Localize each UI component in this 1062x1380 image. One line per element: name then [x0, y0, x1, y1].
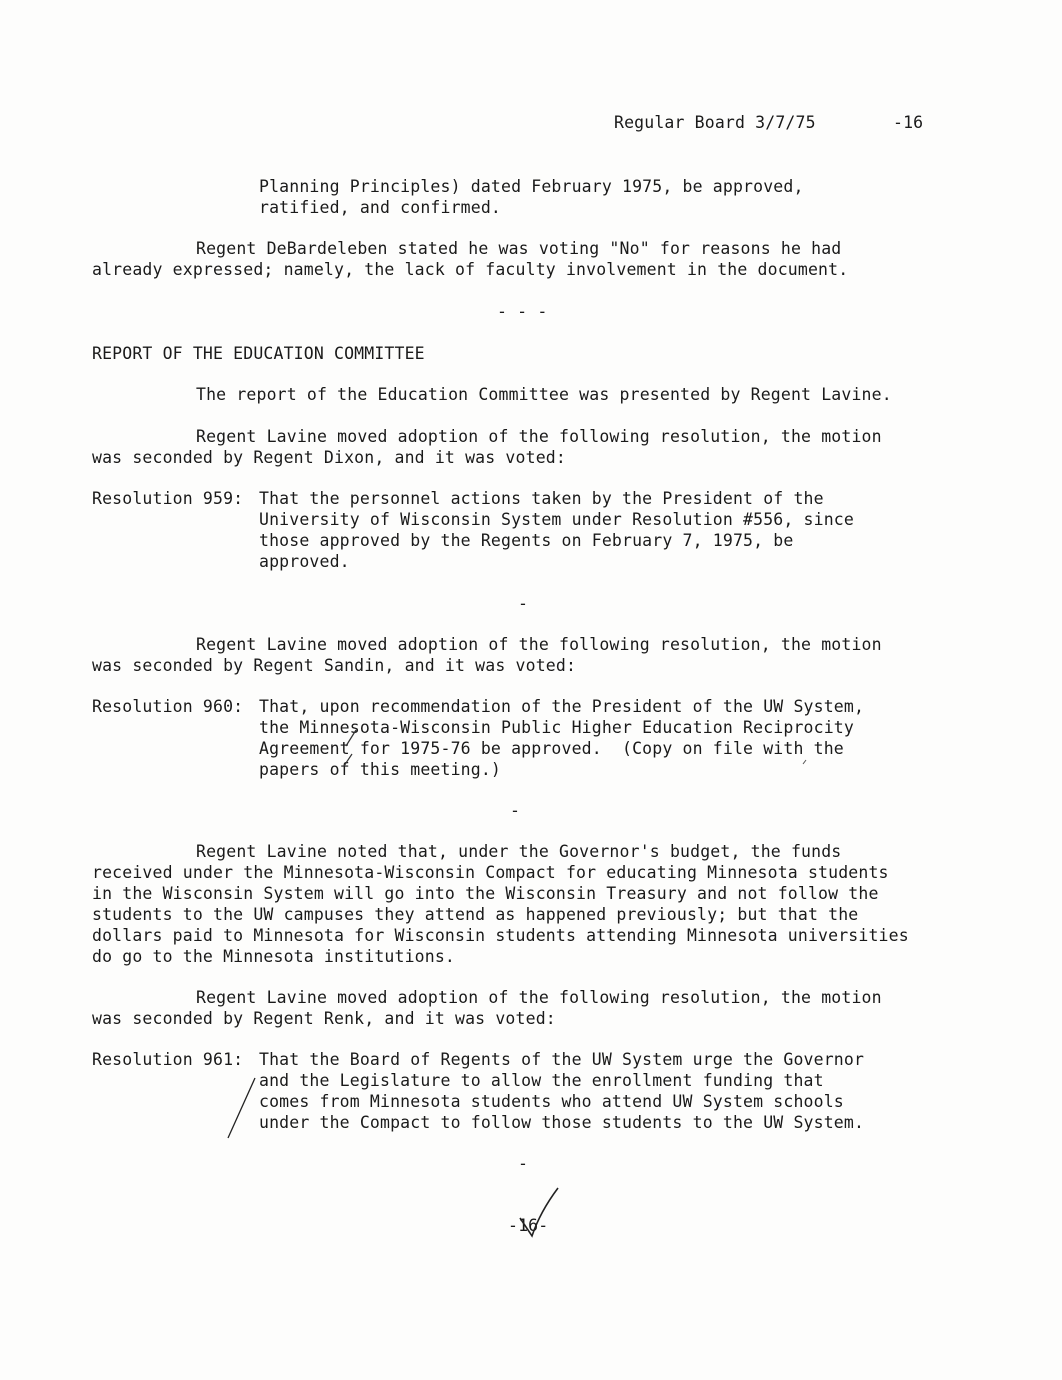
- footer-page-number: -16-: [508, 1216, 549, 1235]
- paragraph-line: Regent Lavine moved adoption of the following resolution, the motion: [196, 988, 882, 1007]
- resolution-line: University of Wisconsin System under Resolution #556, since: [259, 510, 854, 529]
- paragraph-line: do go to the Minnesota institutions.: [92, 947, 456, 966]
- paragraph-line: Regent DeBardeleben stated he was voting "No" for reasons he had: [196, 239, 842, 258]
- paragraph-line: dollars paid to Minnesota for Wisconsin students attending Minnesota universities: [92, 926, 909, 945]
- resolution-line: That the personnel actions taken by the President of the: [259, 489, 824, 508]
- carryover-line: Planning Principles) dated February 1975, be approved,: [259, 177, 804, 196]
- resolution-label: Resolution 961:: [92, 1050, 244, 1069]
- section-divider: - - -: [497, 302, 548, 321]
- paragraph-line: students to the UW campuses they attend as happened previously; but that the: [92, 905, 859, 924]
- section-heading: REPORT OF THE EDUCATION COMMITTEE: [92, 344, 425, 363]
- item-separator: -: [510, 801, 521, 820]
- resolution-line: those approved by the Regents on February 7, 1975, be: [259, 531, 794, 550]
- resolution-label: Resolution 960:: [92, 697, 244, 716]
- resolution-line: papers of this meeting.): [259, 760, 502, 779]
- carryover-line: ratified, and confirmed.: [259, 198, 502, 217]
- paragraph-line: Regent Lavine moved adoption of the following resolution, the motion: [196, 635, 882, 654]
- header-board-date: Regular Board 3/7/75: [614, 113, 816, 132]
- paragraph-line: was seconded by Regent Renk, and it was voted:: [92, 1009, 556, 1028]
- resolution-label: Resolution 959:: [92, 489, 244, 508]
- paragraph-line: Regent Lavine noted that, under the Governor's budget, the funds: [196, 842, 842, 861]
- paragraph-line: was seconded by Regent Dixon, and it was voted:: [92, 448, 566, 467]
- item-separator: -: [518, 1154, 529, 1173]
- resolution-line: and the Legislature to allow the enrollment funding that: [259, 1071, 824, 1090]
- paragraph-line: received under the Minnesota-Wisconsin Compact for educating Minnesota students: [92, 863, 889, 882]
- header-page-ref: -16: [893, 113, 924, 132]
- resolution-line: the Minnesota-Wisconsin Public Higher Education Reciprocity: [259, 718, 854, 737]
- paragraph-line: was seconded by Regent Sandin, and it was voted:: [92, 656, 577, 675]
- paragraph-line: The report of the Education Committee was presented by Regent Lavine.: [196, 385, 892, 404]
- resolution-line: under the Compact to follow those students to the UW System.: [259, 1113, 865, 1132]
- resolution-line: Agreement for 1975-76 be approved. (Copy on file with the: [259, 739, 844, 758]
- resolution-line: That, upon recommendation of the President of the UW System,: [259, 697, 865, 716]
- resolution-line: comes from Minnesota students who attend UW System schools: [259, 1092, 844, 1111]
- paragraph-line: Regent Lavine moved adoption of the following resolution, the motion: [196, 427, 882, 446]
- item-separator: -: [518, 594, 529, 613]
- resolution-line: approved.: [259, 552, 350, 571]
- paragraph-line: in the Wisconsin System will go into the Wisconsin Treasury and not follow the: [92, 884, 879, 903]
- paragraph-line: already expressed; namely, the lack of faculty involvement in the document.: [92, 260, 849, 279]
- resolution-line: That the Board of Regents of the UW System urge the Governor: [259, 1050, 865, 1069]
